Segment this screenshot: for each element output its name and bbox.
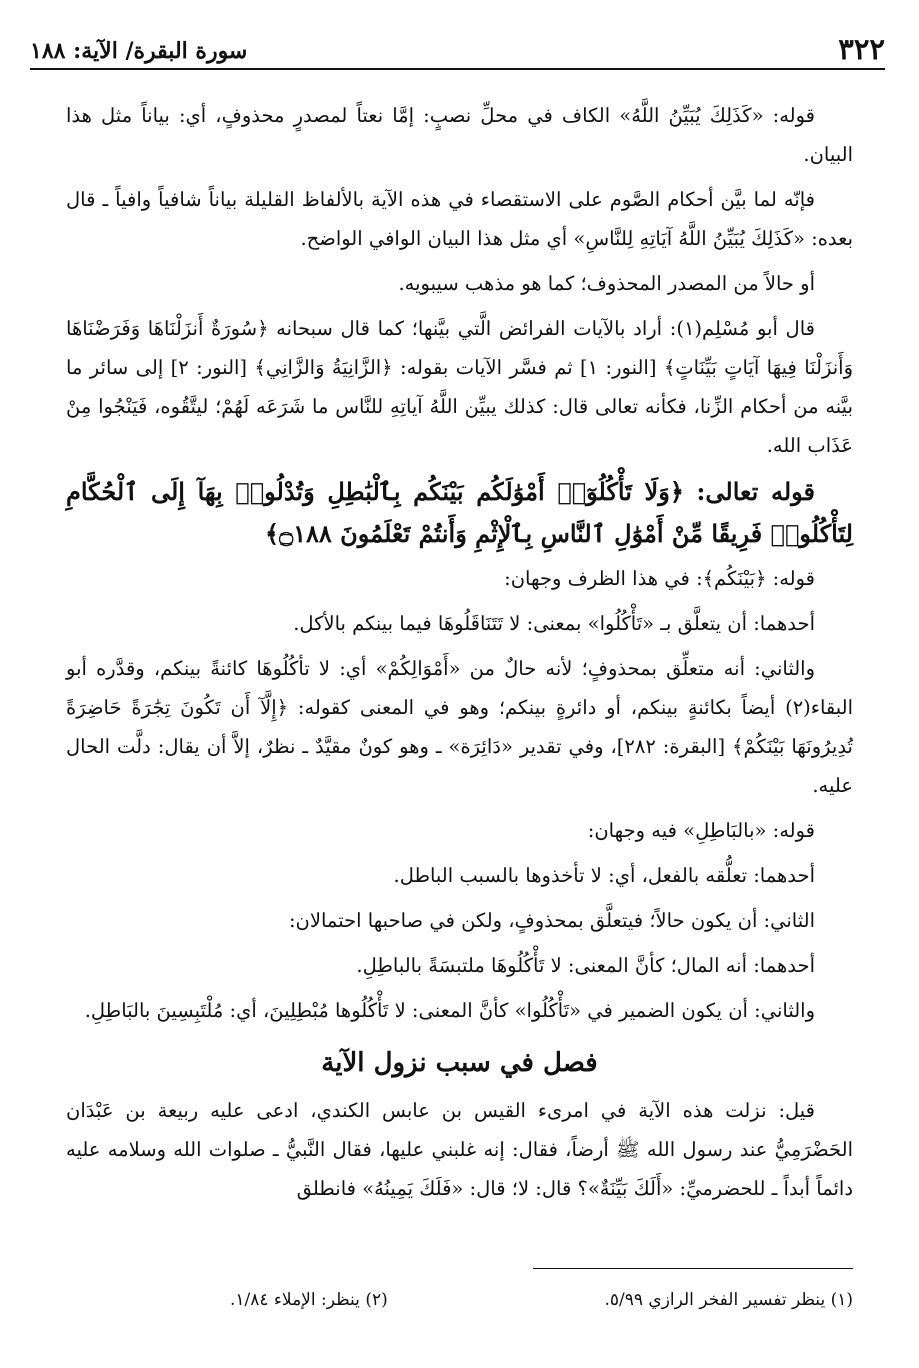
paragraph: قوله: «كَذَلِكَ يُبَيِّنُ اللَّهُ» الكاف في محلِّ نصبٍ: إمَّا نعتاً لمصدرٍ محذوفٍ، أي: بياناً مثل هذا البيان. — [66, 104, 853, 166]
footnotes — [230, 1288, 853, 1312]
paragraph: والثاني: أن يكون الضمير في «تَأْكُلُوا» كأنَّ المعنى: لا تَأْكُلُوها مُبْطِلِينَ، أي: مُلْتَبِسِينَ بالبَاطِلِ. — [84, 999, 815, 1022]
paragraph: الثاني: أن يكون حالاً؛ فيتعلَّق بمحذوفٍ، ولكن في صاحبها احتمالان: — [288, 909, 815, 932]
paragraph: قوله: «بالبَاطِلِ» فيه وجهان: — [587, 819, 815, 842]
paragraph: أحدهما: أن يتعلَّق بـ «تَأْكُلُوا» بمعنى: لا تَتَنَاقَلُوهَا فيما بينكم بالأكل. — [293, 612, 815, 635]
paragraph: قال أبو مُسْلِم(١): أراد بالآيات الفرائض الَّتي بيَّنها؛ كما قال سبحانه ﴿سُورَةٌ أَنزَلْنَاهَا وَفَرَضْنَاهَا وَأَنزَلْنَا فِيهَا آيَاتٍ بَيِّنَاتٍ﴾ [النور: ١] ثم فسَّر الآيات بقوله: ﴿الزَّانِيَةُ وَالزَّانِي﴾ [النور: ٢] إلى سائر ما بيَّنه من أحكام الزِّنا، فكأنه تعالى قال: كذلك يبيِّن اللَّهُ آياتِهِ للنَّاس ما شَرَعَه لَهُمْ؛ ليتَّقُوه، فَيَنْجُوا مِنْ عَذَاب الله. — [66, 317, 853, 457]
running-head: سورة البقرة/ الآية: ١٨٨ — [30, 38, 248, 64]
paragraph: قيل: نزلت هذه الآية في امرىء القيس بن عابس الكندي، ادعى عليه ربيعة بن عَبْدَان الحَضْرَمِيُّ عند رسول الله ﷺ أرضاً، فقال: إنه غلبني عليها، فقال النَّبيُّ ـ صلوات الله وسلامه عليه دائماً أبداً ـ للحضرميِّ: «أَلَكَ بَيِّنَةٌ»؟ قال: لا؛ قال: «فَلَكَ يَمِينُهُ» فانطلق — [66, 1099, 853, 1200]
page-body — [66, 96, 853, 1214]
paragraph: قوله: ﴿بَيْنَكُم﴾: في هذا الظرف وجهان: — [504, 567, 815, 590]
footnote-2: (٢) ينظر: الإملاء ١/٨٤. — [230, 1290, 388, 1310]
footnote-rule — [533, 1268, 853, 1269]
footnote-1: (١) ينظر تفسير الفخر الرازي ٥/٩٩. — [604, 1290, 853, 1310]
page-number: ٣٢٢ — [838, 32, 885, 66]
quran-verse: قوله تعالى: ﴿وَلَا تَأْكُلُوٓا۟ أَمْوَٰلَكُم بَيْنَكُم بِٱلْبَٰطِلِ وَتُدْلُوا۟ بِهَآ إِلَى ٱلْحُكَّامِ لِتَأْكُلُوا۟ فَرِيقًا مِّنْ أَمْوَٰلِ ٱلنَّاسِ بِٱلْإِثْمِ وَأَنتُمْ تَعْلَمُونَ ۝١٨٨﴾ — [66, 477, 853, 548]
paragraph: أحدهما: أنه المال؛ كأنَّ المعنى: لا تَأْكُلُوهَا ملتبسَةً بالباطِلِ. — [356, 954, 815, 977]
paragraph: أو حالاً من المصدر المحذوف؛ كما هو مذهب سيبويه. — [398, 272, 815, 295]
section-heading: فصل في سبب نزول الآية — [321, 1048, 598, 1078]
page-header — [30, 28, 885, 70]
paragraph: والثاني: أنه متعلِّق بمحذوفٍ؛ لأنه حالٌ من «أَمْوَالِكُمْ» أي: لا تأكُلُوهَا كائنةً بينكم، وقدَّره أبو البقاء(٢) أيضاً بكائنةٍ بينكم، أو دائرةٍ بينكم؛ وهو في المعنى كقوله: ﴿إِلَّآ أَن تَكُونَ تِجَٰرَةً حَاضِرَةً تُدِيرُونَهَا بَيْنَكُمْ﴾ [البقرة: ٢٨٢]، وفي تقدير «دَائِرَة» ـ وهو كونٌ مقيَّدٌ ـ نظرٌ، إلاَّ أن يقال: دلَّت الحال عليه. — [66, 657, 853, 797]
paragraph: أحدهما: تعلُّقه بالفعل، أي: لا تأخذوها بالسبب الباطل. — [393, 864, 815, 887]
paragraph: فإنّه لما بيَّن أحكام الصَّوم على الاستقصاء في هذه الآية بالألفاظ القليلة بياناً شافياً وافياً ـ قال بعده: «كَذَلِكَ يُبَيِّنُ اللَّهُ آيَاتِهِ لِلنَّاسِ» أي مثل هذا البيان الوافي الواضح. — [66, 188, 853, 250]
